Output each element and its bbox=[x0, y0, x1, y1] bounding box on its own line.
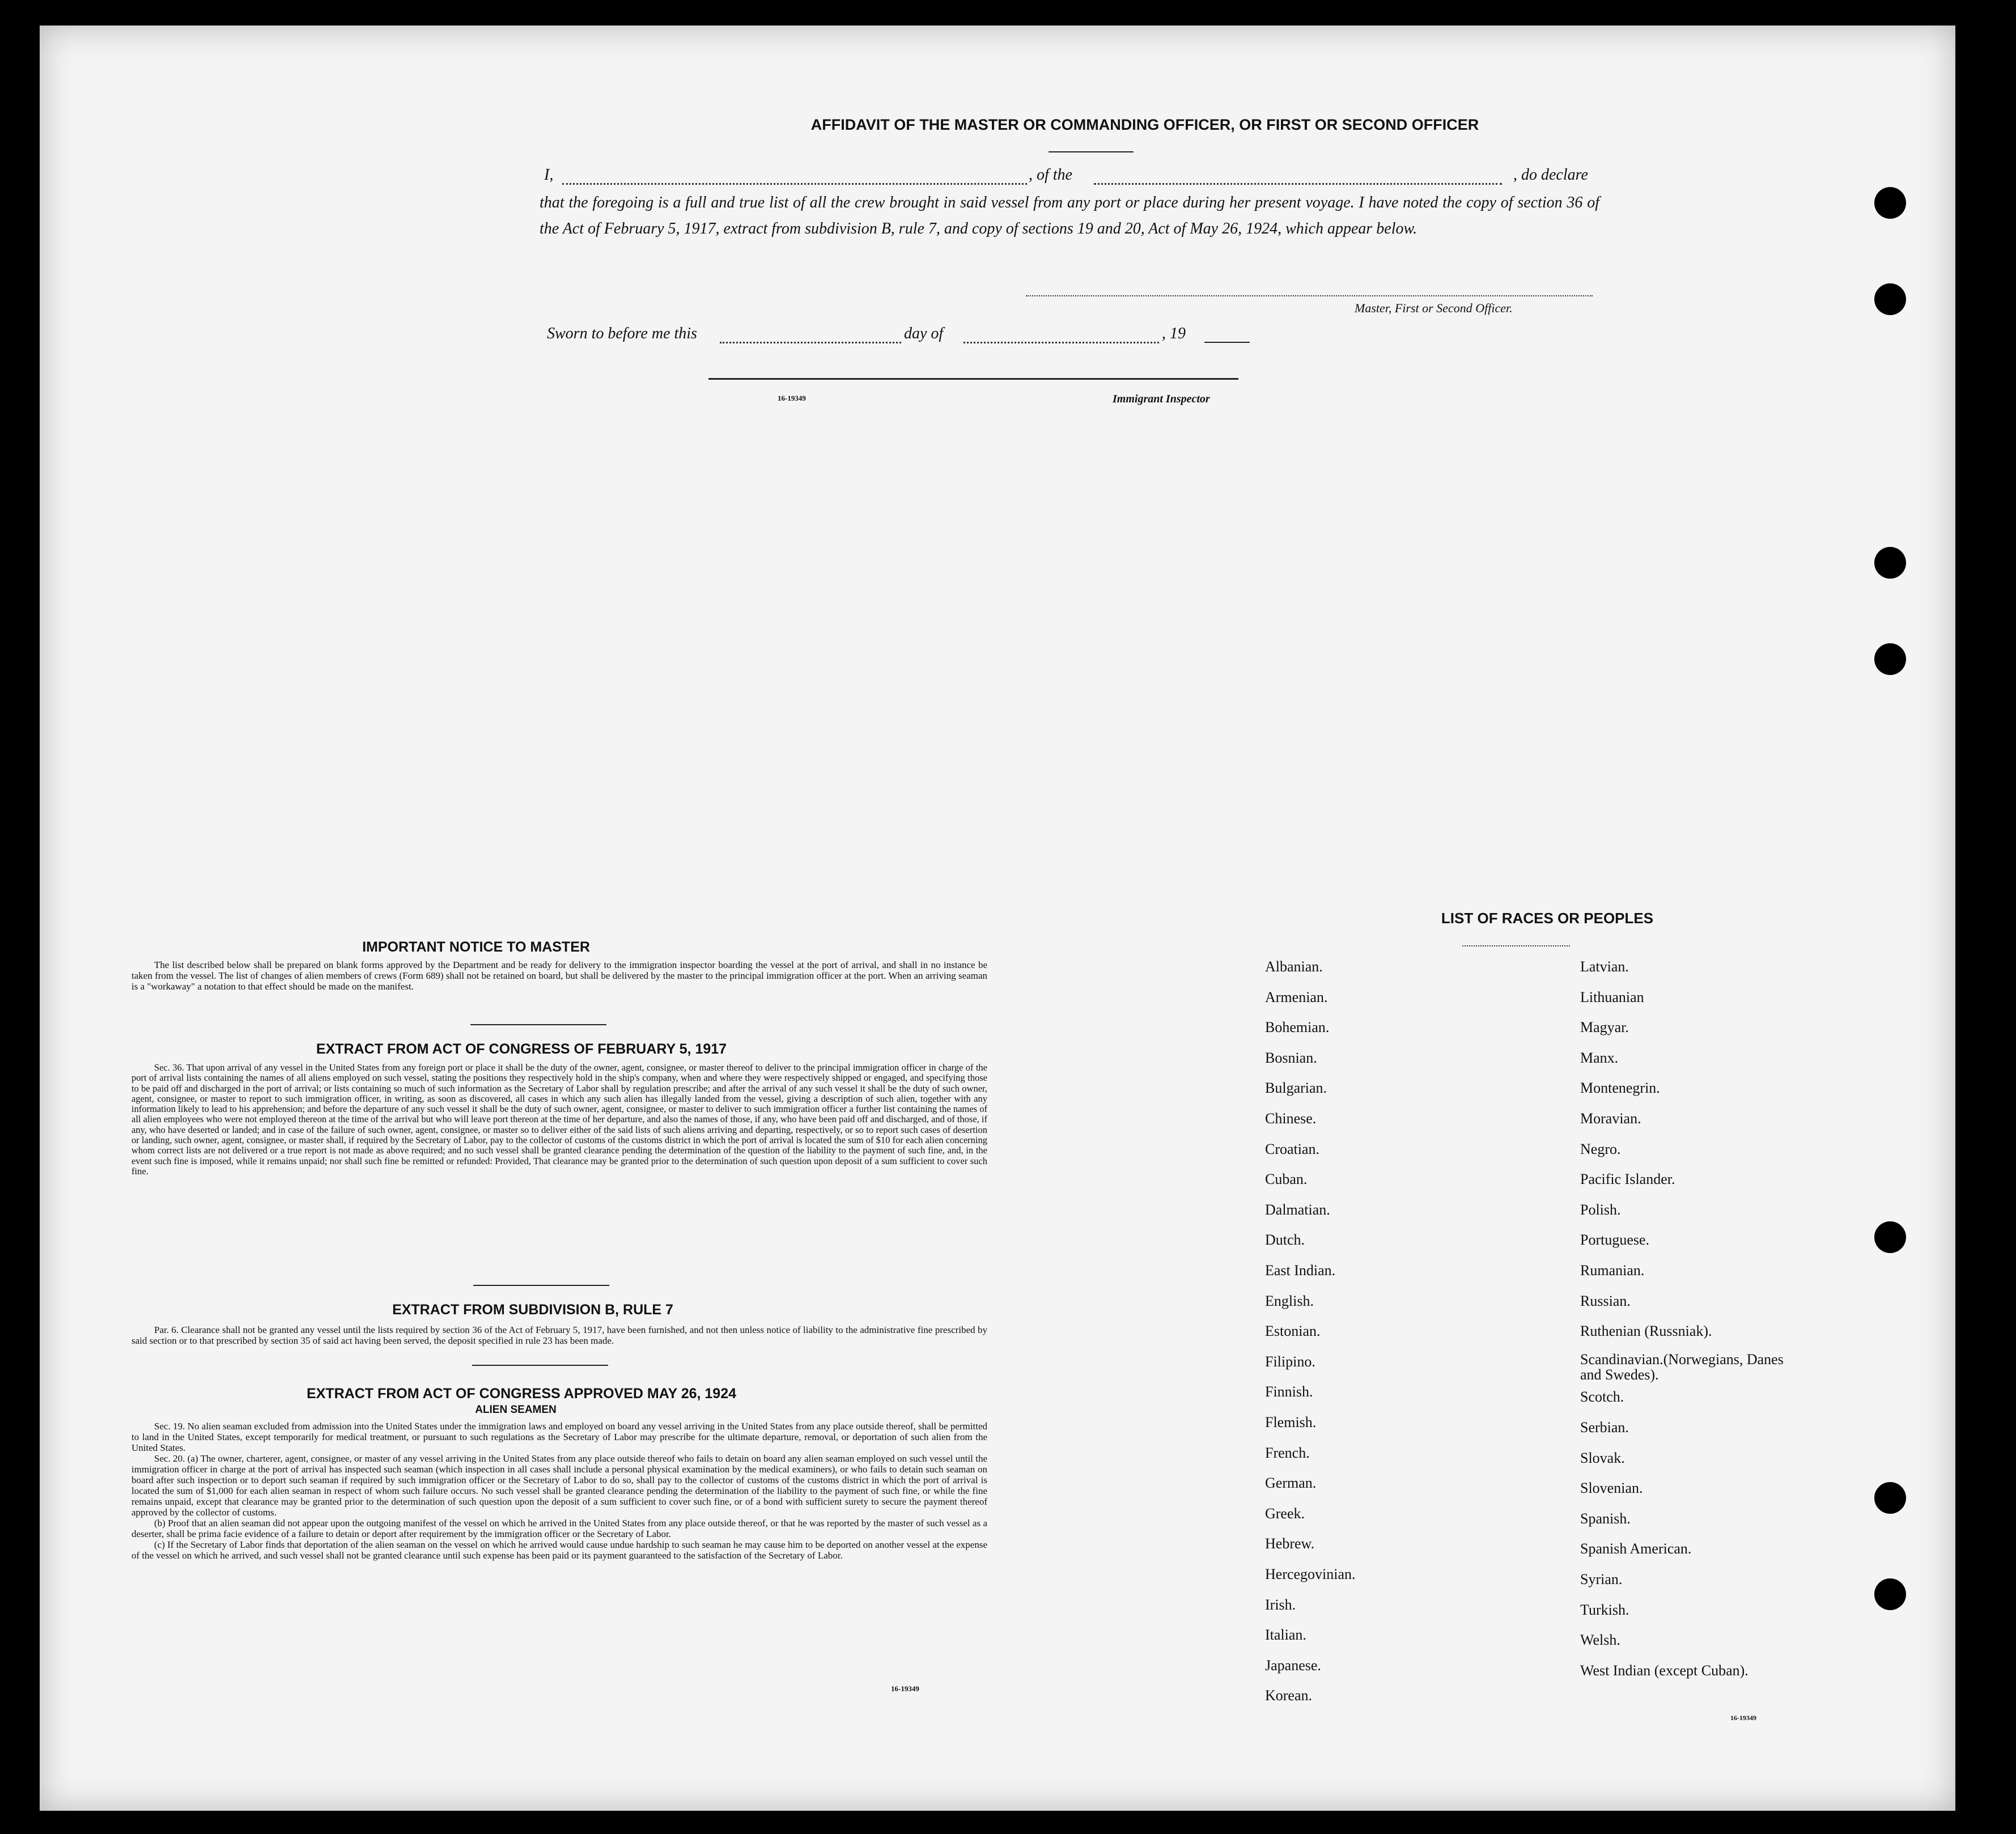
race-item: Armenian. bbox=[1265, 988, 1328, 1005]
race-item: Portuguese. bbox=[1580, 1232, 1650, 1249]
race-item: Polish. bbox=[1580, 1201, 1621, 1218]
race-item: Japanese. bbox=[1265, 1657, 1321, 1674]
race-item: Rumanian. bbox=[1580, 1262, 1645, 1279]
race-item: Flemish. bbox=[1265, 1414, 1317, 1430]
line1-declare: , do declare bbox=[1513, 166, 1588, 184]
punch-hole bbox=[1874, 1578, 1906, 1610]
punch-hole bbox=[1874, 283, 1906, 315]
extract-1924-text bbox=[131, 1421, 987, 1561]
punch-hole bbox=[1874, 1221, 1906, 1253]
race-item: Finnish. bbox=[1265, 1383, 1313, 1400]
race-item: Bosnian. bbox=[1265, 1049, 1317, 1066]
race-item: Montenegrin. bbox=[1580, 1080, 1660, 1097]
race-item: Russian. bbox=[1580, 1292, 1631, 1309]
sworn-year: , 19 bbox=[1162, 325, 1186, 342]
race-item: Serbian. bbox=[1580, 1419, 1629, 1436]
race-item: Latvian. bbox=[1580, 958, 1629, 975]
vessel-name-blank[interactable] bbox=[1094, 183, 1502, 185]
signature-label: Master, First or Second Officer. bbox=[1355, 301, 1513, 315]
sworn-line bbox=[547, 325, 1340, 347]
race-item: English. bbox=[1265, 1292, 1314, 1309]
extract-1924-title: EXTRACT FROM ACT OF CONGRESS APPROVED MAY 26, 1924 bbox=[306, 1386, 737, 1402]
divider bbox=[1049, 151, 1134, 152]
race-item: West Indian (except Cuban). bbox=[1580, 1662, 1748, 1679]
document-page bbox=[40, 26, 1955, 1811]
race-item: Greek. bbox=[1265, 1505, 1305, 1522]
race-item: Turkish. bbox=[1580, 1601, 1629, 1618]
sworn-day: day of bbox=[904, 325, 944, 342]
race-item: Scandinavian.(Norwegians, Danes and Swedes). bbox=[1580, 1351, 1784, 1383]
sworn-date-blank[interactable] bbox=[720, 342, 901, 343]
race-item: Italian. bbox=[1265, 1627, 1306, 1644]
divider bbox=[1462, 945, 1570, 946]
race-item: Slovak. bbox=[1580, 1449, 1625, 1466]
sec20c-paragraph: (c) If the Secretary of Labor finds that deportation of the alien seaman on the vessel on which he arrived would cause undue hardship to such seaman he may cause him to be deported on another vessel at the expense of the vessel on which he arrived, and such vessel shall not be granted clearance until such expense has been paid or its payment guaranteed to the satisfaction of the Secretary of Labor. bbox=[131, 1539, 987, 1561]
race-item: French. bbox=[1265, 1444, 1310, 1461]
inspector-signature-line[interactable] bbox=[708, 378, 1238, 380]
divider bbox=[473, 1285, 609, 1286]
rule7-paragraph: Par. 6. Clearance shall not be granted any vessel until the lists required by section 36 of the Act of February 5, 1917, have been furnished, and not then unless notice of liability to the administrative fine prescribed by said section or to that prescribed by section 35 of said act having been served, the deposit specified in rule 23 has been made. bbox=[131, 1324, 987, 1346]
race-item: Hercegovinian. bbox=[1265, 1566, 1356, 1582]
race-item: Korean. bbox=[1265, 1687, 1313, 1704]
race-item: Spanish American. bbox=[1580, 1540, 1692, 1557]
affidavit-body: that the foregoing is a full and true list of all the crew brought in said vessel from any port or place during her present voyage. I have noted the copy of section 36 of the Act of February 5, 1917, extract from subdivision B, rule 7, and copy of sections 19 and 20, Act of May 26, 1924, which appear below. bbox=[540, 194, 1599, 237]
race-item: Cuban. bbox=[1265, 1171, 1308, 1188]
race-item: Lithuanian bbox=[1580, 988, 1644, 1005]
declarant-name-blank[interactable] bbox=[562, 183, 1027, 185]
race-item: Albanian. bbox=[1265, 958, 1323, 975]
punch-hole bbox=[1874, 187, 1906, 219]
extract-1917-paragraph: Sec. 36. That upon arrival of any vessel in the United States from any foreign port or place it shall be the duty of the owner, agent, consignee, or master thereof to deliver to the principal immigration officer in charge of the port of arrival lists containing the names of all aliens employed on such vessel, stating the positions they respectively hold in the ship's company, when and where they were respectively shipped or engaged, and specifying those to be paid off and discharged in the port of arrival; or lists containing so much of such information as the Secretary of Labor shall by regulation prescribe; and after the arrival of any such vessel it shall be the duty of such owner, agent, consignee, or master to report to such immigration officer, in writing, as soon as discovered, all cases in which any such alien has illegally landed from the vessel, giving a description of such alien, together with any information likely to lead to his apprehension; and before the departure of any such vessel it shall be the duty of such owner, agent, consignee, or master to deliver to such immigration officer a further list containing the names of all alien employees who were not employed thereon at the time of the arrival but who will leave port thereon at the time of her departure, and also the names of those, if any, who have been paid off and discharged, and of those, if any, who have deserted or landed; and in case of the failure of such owner, agent, consignee, or master so to deliver either of the said lists of such aliens arriving and departing, respectively, or so to report such cases of desertion or landing, such owner, agent, consignee, or master shall, if required by the Secretary of Labor, pay to the collector of customs of the customs district in which the port of arrival is located the sum of $10 for each alien concerning whom correct lists are not delivered or a true report is not made as above required; and no such vessel shall be granted clearance pending the determination of the question of the liability to the payment of such fine, and, in the event such fine is imposed, while it remains unpaid; nor shall such fine be remitted or refunded: Provided, That clearance may be granted prior to the determination of such question upon deposit of a sum sufficient to cover such fine. bbox=[131, 1062, 987, 1177]
race-item: Negro. bbox=[1580, 1140, 1621, 1157]
line1-of: , of the bbox=[1029, 166, 1072, 184]
race-item: Moravian. bbox=[1580, 1110, 1641, 1127]
race-item: Bohemian. bbox=[1265, 1019, 1330, 1036]
race-item: East Indian. bbox=[1265, 1262, 1336, 1279]
punch-hole bbox=[1874, 547, 1906, 579]
notice-title: IMPORTANT NOTICE TO MASTER bbox=[362, 939, 590, 955]
rule7-text bbox=[131, 1324, 987, 1346]
line1-i: I, bbox=[544, 166, 554, 184]
race-item: Dutch. bbox=[1265, 1232, 1305, 1249]
race-item: Slovenian. bbox=[1580, 1480, 1643, 1497]
sworn-year-blank[interactable] bbox=[1204, 342, 1250, 343]
sworn-month-blank[interactable] bbox=[964, 342, 1159, 343]
form-number: 16-19349 bbox=[778, 394, 806, 402]
punch-hole bbox=[1874, 1482, 1906, 1514]
race-item: Pacific Islander. bbox=[1580, 1171, 1675, 1188]
affidavit-line1 bbox=[538, 166, 1615, 189]
sec20a-paragraph: Sec. 20. (a) The owner, charterer, agent, consignee, or master of any vessel arriving in the United States from any place outside thereof who fails to detain on board any alien seaman employed on such vessel until the immigration officer in charge at the port of arrival has inspected such seaman (which inspection in all cases shall include a personal physical examination by the medical examiners), or who fails to detain such seaman on board after such inspection or to deport such seaman if required by such immigration officer or the Secretary of Labor to do so, shall pay to the collector of customs of the customs district in which the port of arrival is located the sum of $1,000 for each alien seaman in respect of whom such failure occurs. No such vessel shall be granted clearance pending the determination of the liability to the payment of such fine, or while the fine remains unpaid, except that clearance may be granted prior to the determination of such question upon the deposit of a sum sufficient to cover such fine, or of a bond with sufficient surety to secure the payment thereof approved by the collector of customs. bbox=[131, 1453, 987, 1518]
notice-text bbox=[131, 960, 987, 992]
race-item: Spanish. bbox=[1580, 1510, 1631, 1527]
notice-paragraph: The list described below shall be prepared on blank forms approved by the Department and be ready for delivery to the immigration inspector boarding the vessel at the port of arrival, and shall in no instance be taken from the vessel. The list of changes of alien members of crews (Form 689) shall not be retained on board, but shall be delivered by the master to the principal immigration officer at the port. When an arriving seaman is a "workaway" a notation to that effect should be made on the manifest. bbox=[131, 960, 987, 992]
sec20b-paragraph: (b) Proof that an alien seaman did not appear upon the outgoing manifest of the vessel on which he arrived in the United States from any place outside thereof, or that he was reported by the master of such vessel as a deserter, shall be prima facie evidence of a failure to detain or deport after requirement by the immigration officer or the Secretary of Labor. bbox=[131, 1518, 987, 1539]
divider bbox=[472, 1365, 608, 1366]
signature-line[interactable] bbox=[1026, 295, 1593, 296]
race-item: Bulgarian. bbox=[1265, 1080, 1327, 1097]
form-number: 16-19349 bbox=[1730, 1714, 1756, 1722]
race-item: Croatian. bbox=[1265, 1140, 1320, 1157]
divider bbox=[470, 1024, 606, 1025]
race-item: German. bbox=[1265, 1475, 1317, 1492]
race-item: Ruthenian (Russniak). bbox=[1580, 1323, 1712, 1340]
extract-1917-title: EXTRACT FROM ACT OF CONGRESS OF FEBRUARY 5, 1917 bbox=[316, 1041, 727, 1057]
sworn-prefix: Sworn to before me this bbox=[547, 325, 697, 342]
race-item: Scotch. bbox=[1580, 1389, 1624, 1406]
race-item: Estonian. bbox=[1265, 1323, 1321, 1340]
races-title: LIST OF RACES OR PEOPLES bbox=[1441, 910, 1654, 927]
race-item: Welsh. bbox=[1580, 1632, 1620, 1649]
extract-1924-subtitle: ALIEN SEAMEN bbox=[475, 1404, 557, 1416]
rule7-title: EXTRACT FROM SUBDIVISION B, RULE 7 bbox=[392, 1302, 673, 1318]
race-item: Syrian. bbox=[1580, 1571, 1623, 1587]
extract-1917-text bbox=[131, 1063, 987, 1177]
race-item: Chinese. bbox=[1265, 1110, 1317, 1127]
inspector-label: Immigrant Inspector bbox=[1113, 393, 1210, 405]
race-item: Hebrew. bbox=[1265, 1535, 1315, 1552]
sec19-paragraph: Sec. 19. No alien seaman excluded from admission into the United States under the immigration laws and employed on board any vessel arriving in the United States from any place outside thereof, shall be permitted to land in the United States, except temporarily for medical treatment, or pursuant to such regulations as the Secretary of Labor may prescribe for the ultimate departure, removal, or deportation of such alien from the United States. bbox=[131, 1421, 987, 1453]
race-item: Manx. bbox=[1580, 1049, 1619, 1066]
form-number: 16-19349 bbox=[891, 1684, 919, 1693]
race-item: Dalmatian. bbox=[1265, 1201, 1330, 1218]
race-item: Irish. bbox=[1265, 1596, 1296, 1613]
affidavit-title: AFFIDAVIT OF THE MASTER OR COMMANDING OFFICER, OR FIRST OR SECOND OFFICER bbox=[810, 116, 1479, 133]
race-item: Magyar. bbox=[1580, 1019, 1629, 1036]
race-item: Filipino. bbox=[1265, 1353, 1315, 1370]
punch-hole bbox=[1874, 643, 1906, 675]
